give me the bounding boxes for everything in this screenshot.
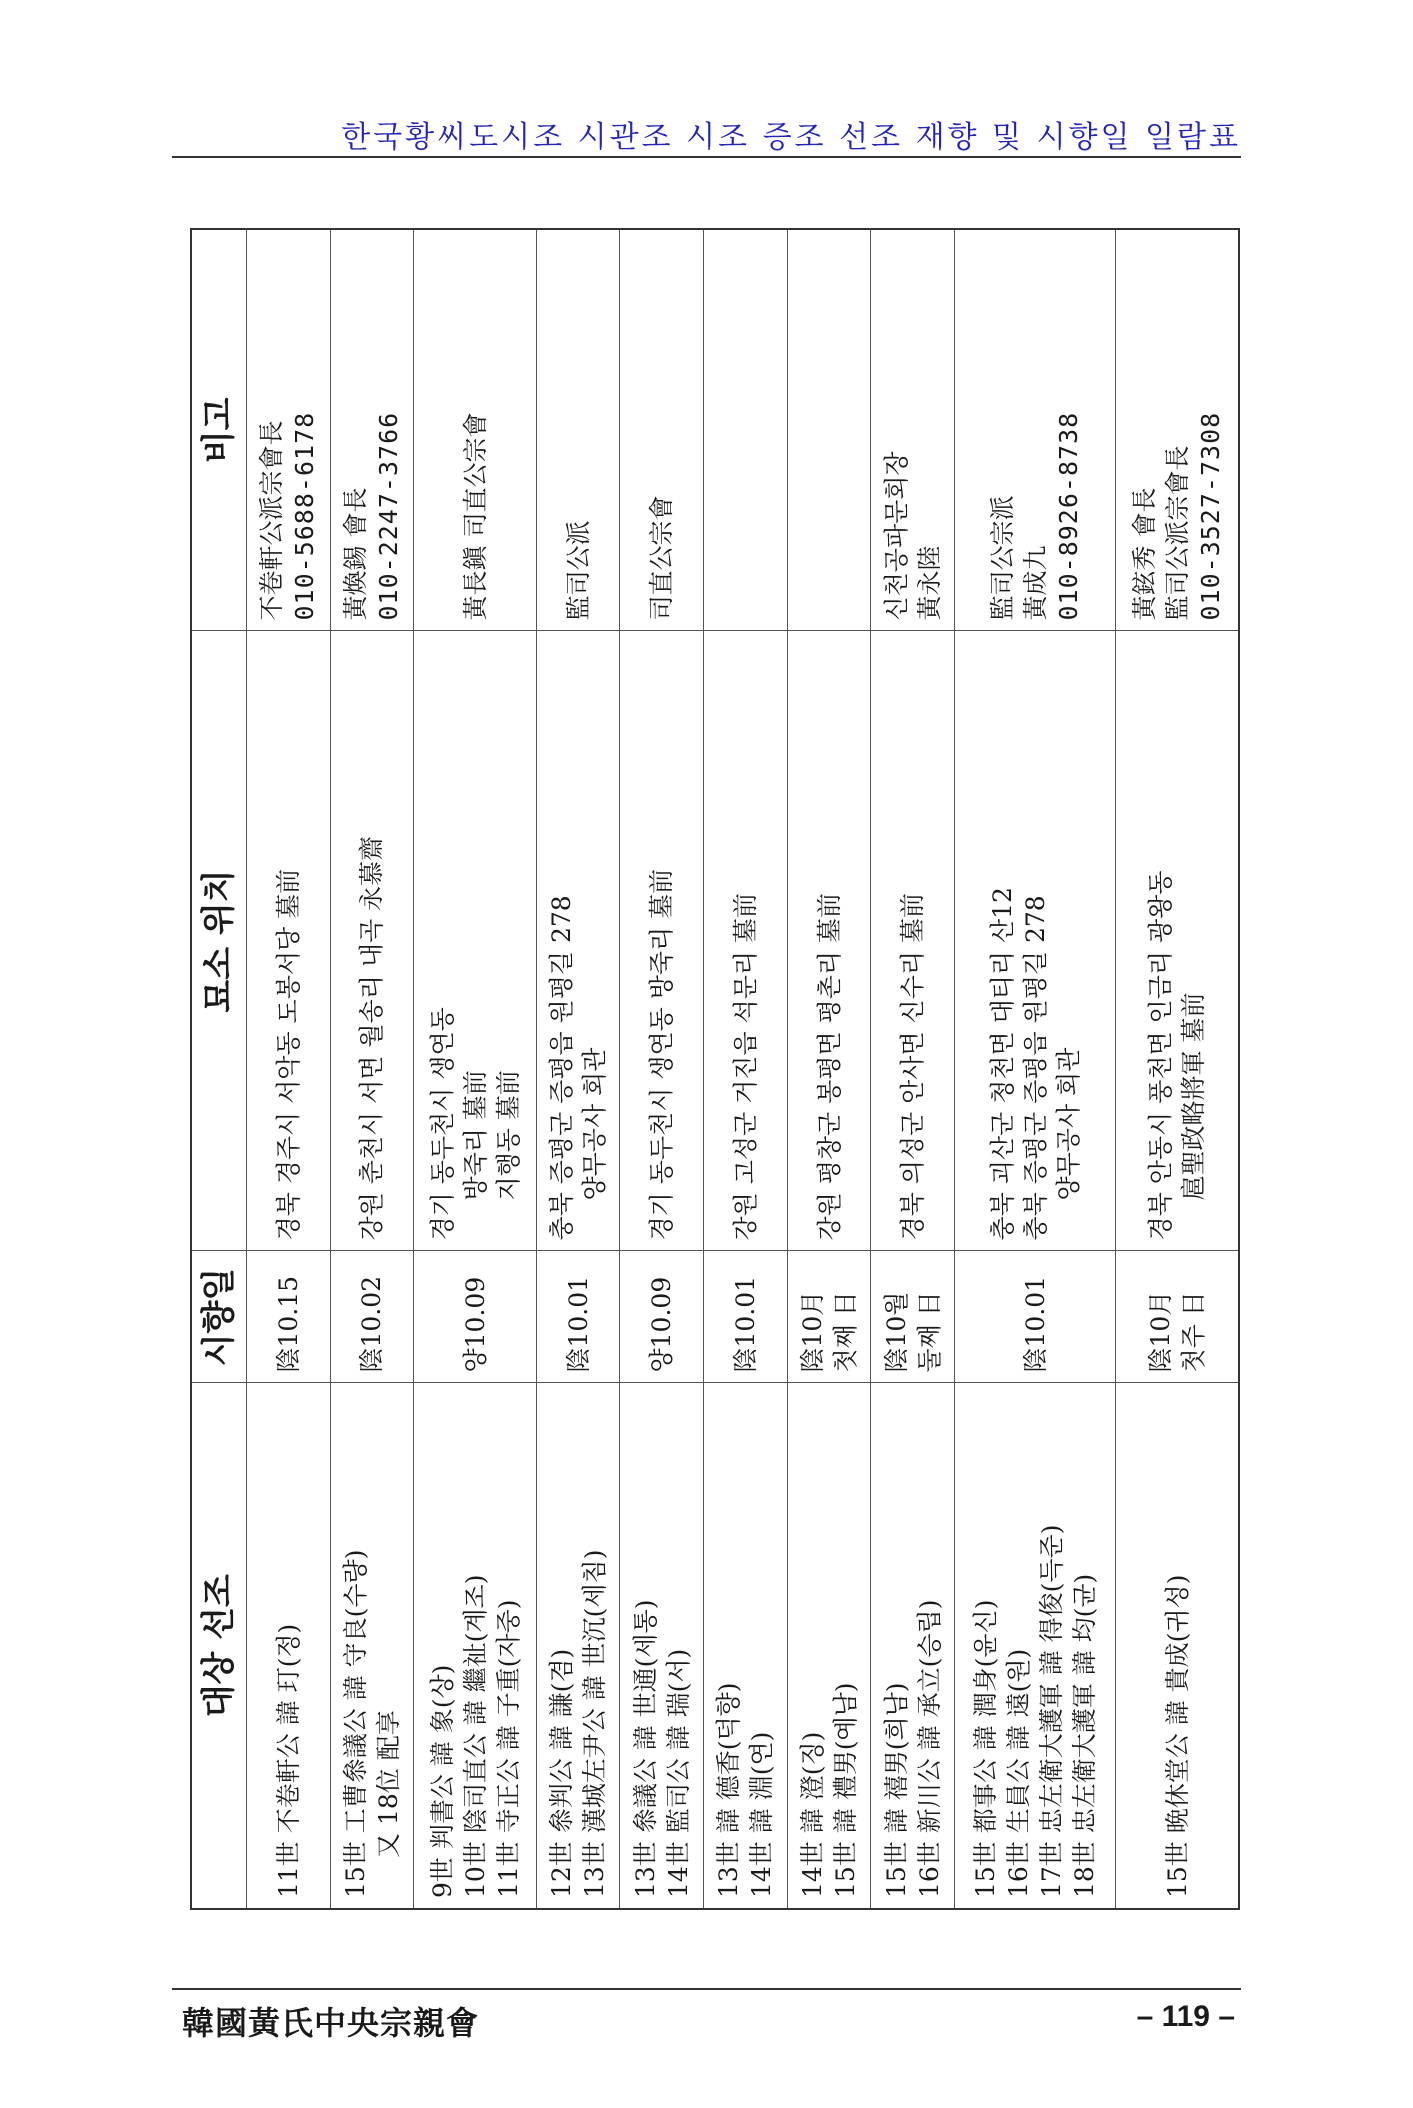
cell-date-line: 陰10.02 bbox=[357, 1275, 387, 1373]
memorial-schedule-table bbox=[190, 228, 1240, 1910]
page-header-title: 한국황씨도시조 시관조 시조 증조 선조 재향 및 시향일 일람표 bbox=[341, 120, 1241, 155]
cell-note-line: 黃長鎭 司直公宗會 bbox=[460, 412, 490, 621]
cell-note-line: 黃鉉秀 會長 bbox=[1129, 487, 1159, 621]
cell-date bbox=[247, 1251, 331, 1383]
cell-date bbox=[330, 1251, 414, 1383]
cell-location bbox=[955, 631, 1116, 1251]
cell-location-line: 양무공사 회관 bbox=[580, 1047, 610, 1201]
cell-date-line: 첫째 日 bbox=[831, 1291, 861, 1373]
cell-ancestors-line: 15世 都事公 諱 潤身(윤신) bbox=[971, 1599, 1001, 1898]
cell-note-line: 黃成九 bbox=[1020, 545, 1050, 621]
table-row bbox=[1116, 229, 1239, 1909]
cell-note-line: 黃煥錫 會長 bbox=[340, 487, 370, 621]
cell-note-line: 010-8926-8738 bbox=[1053, 411, 1083, 621]
cell-location-line: 충북 증평군 증평읍 원평길 278 bbox=[547, 895, 577, 1241]
table-row bbox=[330, 229, 414, 1909]
cell-ancestors-line: 17世 忠左衛大護軍 諱 得俊(득준) bbox=[1037, 1524, 1067, 1898]
cell-ancestors bbox=[871, 1383, 955, 1909]
cell-note bbox=[620, 229, 704, 631]
cell-note bbox=[330, 229, 414, 631]
cell-ancestors-line: 13世 叅議公 諱 世通(세통) bbox=[630, 1599, 660, 1898]
cell-date-line: 陰10월 bbox=[881, 1291, 911, 1373]
rotated-table-wrapper bbox=[190, 230, 1240, 1910]
cell-note bbox=[871, 229, 955, 631]
cell-ancestors-line: 16世 新川公 諱 承立(승립) bbox=[914, 1599, 944, 1898]
cell-location bbox=[1116, 631, 1239, 1251]
cell-date bbox=[955, 1251, 1116, 1383]
footer-divider bbox=[172, 1988, 1241, 1990]
cell-ancestors-line: 14世 監司公 諱 瑞(서) bbox=[663, 1648, 693, 1898]
cell-date-line: 陰10.01 bbox=[1020, 1275, 1050, 1373]
cell-date-line: 陰10.01 bbox=[563, 1275, 593, 1373]
cell-note bbox=[247, 229, 331, 631]
cell-note-line: 신천공파문회장 bbox=[881, 451, 911, 621]
cell-location-line: 경기 동두천시 생연동 bbox=[427, 1007, 457, 1241]
cell-ancestors-line: 16世 生員公 諱 遠(원) bbox=[1004, 1648, 1034, 1898]
cell-location-line: 충북 증평군 증평읍 원평길 278 bbox=[1020, 895, 1050, 1241]
cell-location-line: 경북 의성군 안사면 신수리 墓前 bbox=[898, 893, 928, 1241]
table-row bbox=[247, 229, 331, 1909]
cell-note-line: 黃永陸 bbox=[914, 545, 944, 621]
cell-note-line: 010-3527-7308 bbox=[1195, 411, 1225, 621]
cell-date bbox=[620, 1251, 704, 1383]
cell-ancestors-line: 11世 不卷軒公 諱 玎(정) bbox=[273, 1623, 303, 1898]
cell-ancestors-line: 15世 諱 禮男(예남) bbox=[831, 1682, 861, 1898]
cell-date-line: 둘째 日 bbox=[914, 1291, 944, 1373]
cell-ancestors-line: 14世 諱 澄(징) bbox=[798, 1731, 828, 1898]
cell-note-line: 010-2247-3766 bbox=[373, 411, 403, 621]
cell-location bbox=[330, 631, 414, 1251]
cell-ancestors bbox=[536, 1383, 620, 1909]
cell-date bbox=[787, 1251, 871, 1383]
cell-location bbox=[247, 631, 331, 1251]
cell-ancestors bbox=[414, 1383, 537, 1909]
cell-date-line: 陰10月 bbox=[1146, 1290, 1176, 1373]
cell-ancestors-line: 13世 漢城左尹公 諱 世沉(세침) bbox=[580, 1549, 610, 1898]
cell-note bbox=[536, 229, 620, 631]
cell-ancestors-line: 15世 晩休堂公 諱 貴成(귀성) bbox=[1162, 1574, 1192, 1898]
table-row bbox=[704, 229, 788, 1909]
cell-location-line: 강원 평창군 봉평면 평촌리 墓前 bbox=[814, 893, 844, 1241]
cell-location-line: 경기 동두천시 생연동 방죽리 墓前 bbox=[647, 868, 677, 1241]
cell-ancestors bbox=[330, 1383, 414, 1909]
cell-ancestors bbox=[247, 1383, 331, 1909]
cell-location bbox=[787, 631, 871, 1251]
cell-note-line: 監司公派宗會長 bbox=[1162, 445, 1192, 621]
cell-ancestors bbox=[620, 1383, 704, 1909]
page-number: – 119 – bbox=[1136, 2000, 1235, 2033]
cell-ancestors-line: 又 18位 配享 bbox=[373, 1710, 403, 1858]
cell-location-line: 경북 안동시 풍천면 인금리 광왕동 bbox=[1146, 870, 1176, 1241]
header-divider bbox=[172, 156, 1241, 158]
cell-ancestors-line: 10世 陰司直公 諱 繼祉(계조) bbox=[460, 1574, 490, 1898]
cell-note bbox=[704, 229, 788, 631]
cell-ancestors-line: 11世 寺正公 諱 子重(자중) bbox=[493, 1599, 523, 1898]
cell-ancestors-line: 12世 叅判公 諱 謙(겸) bbox=[547, 1648, 577, 1898]
cell-ancestors-line: 15世 工曹叅議公 諱 守良(수량) bbox=[340, 1549, 370, 1898]
cell-ancestors-line: 13世 諱 德香(덕향) bbox=[714, 1682, 744, 1898]
column-header-note: 비고 bbox=[191, 229, 247, 631]
cell-date-line: 양10.09 bbox=[647, 1276, 677, 1373]
table-row bbox=[536, 229, 620, 1909]
table-header-row bbox=[191, 229, 247, 1909]
cell-ancestors bbox=[1116, 1383, 1239, 1909]
column-header-date: 시향일 bbox=[191, 1251, 247, 1383]
cell-location bbox=[871, 631, 955, 1251]
cell-note bbox=[787, 229, 871, 631]
table-row bbox=[787, 229, 871, 1909]
cell-note-line: 司直公宗會 bbox=[647, 495, 677, 621]
cell-ancestors-line: 14世 諱 淵(연) bbox=[747, 1731, 777, 1898]
cell-location-line: 양무공사 회관 bbox=[1053, 1047, 1083, 1201]
cell-ancestors bbox=[787, 1383, 871, 1909]
cell-date bbox=[871, 1251, 955, 1383]
cell-date-line: 陰10.01 bbox=[730, 1275, 760, 1373]
cell-date bbox=[536, 1251, 620, 1383]
cell-note-line: 不卷軒公派宗會長 bbox=[257, 420, 287, 621]
table-body bbox=[247, 229, 1240, 1909]
column-header-location: 묘소 위치 bbox=[191, 631, 247, 1251]
cell-ancestors-line: 9世 判書公 諱 象(상) bbox=[427, 1664, 457, 1898]
cell-location-line: 지행동 墓前 bbox=[493, 1070, 523, 1201]
cell-note-line: 監司公宗派 bbox=[987, 495, 1017, 621]
table-row bbox=[620, 229, 704, 1909]
cell-ancestors-line: 15世 諱 禧男(희남) bbox=[881, 1682, 911, 1898]
cell-location bbox=[536, 631, 620, 1251]
table-row bbox=[955, 229, 1116, 1909]
cell-note bbox=[414, 229, 537, 631]
cell-location bbox=[414, 631, 537, 1251]
cell-location-line: 강원 춘천시 서면 월송리 내곡 永慕齋 bbox=[357, 835, 387, 1241]
cell-ancestors bbox=[704, 1383, 788, 1909]
cell-date bbox=[1116, 1251, 1239, 1383]
table-row bbox=[871, 229, 955, 1909]
cell-note bbox=[1116, 229, 1239, 631]
cell-ancestors bbox=[955, 1383, 1116, 1909]
cell-date-line: 첫주 日 bbox=[1179, 1291, 1209, 1373]
cell-location-line: 충북 괴산군 청천면 대티리 산12 bbox=[987, 887, 1017, 1241]
schedule-table-frame bbox=[190, 230, 1240, 1910]
footer-organization: 韓國黃氏中央宗親會 bbox=[182, 2004, 480, 2042]
cell-location-line: 방죽리 墓前 bbox=[460, 1070, 490, 1201]
cell-note bbox=[955, 229, 1116, 631]
column-header-ancestors: 대상 선조 bbox=[191, 1383, 247, 1909]
cell-note-line: 監司公派 bbox=[563, 520, 593, 621]
cell-date bbox=[704, 1251, 788, 1383]
cell-location bbox=[620, 631, 704, 1251]
cell-location-line: 경북 경주시 서악동 도봉서당 墓前 bbox=[273, 868, 303, 1241]
cell-date bbox=[414, 1251, 537, 1383]
cell-date-line: 陰10月 bbox=[798, 1290, 828, 1373]
table-row bbox=[414, 229, 537, 1909]
cell-location-line: 扈聖政略將軍 墓前 bbox=[1179, 992, 1209, 1201]
cell-location-line: 강원 고성군 거진읍 석문리 墓前 bbox=[730, 893, 760, 1241]
cell-note-line: 010-5688-6178 bbox=[290, 411, 320, 621]
cell-date-line: 양10.09 bbox=[460, 1276, 490, 1373]
cell-location bbox=[704, 631, 788, 1251]
cell-date-line: 陰10.15 bbox=[273, 1275, 303, 1373]
cell-ancestors-line: 18世 忠左衛大護軍 諱 均(균) bbox=[1070, 1573, 1100, 1898]
